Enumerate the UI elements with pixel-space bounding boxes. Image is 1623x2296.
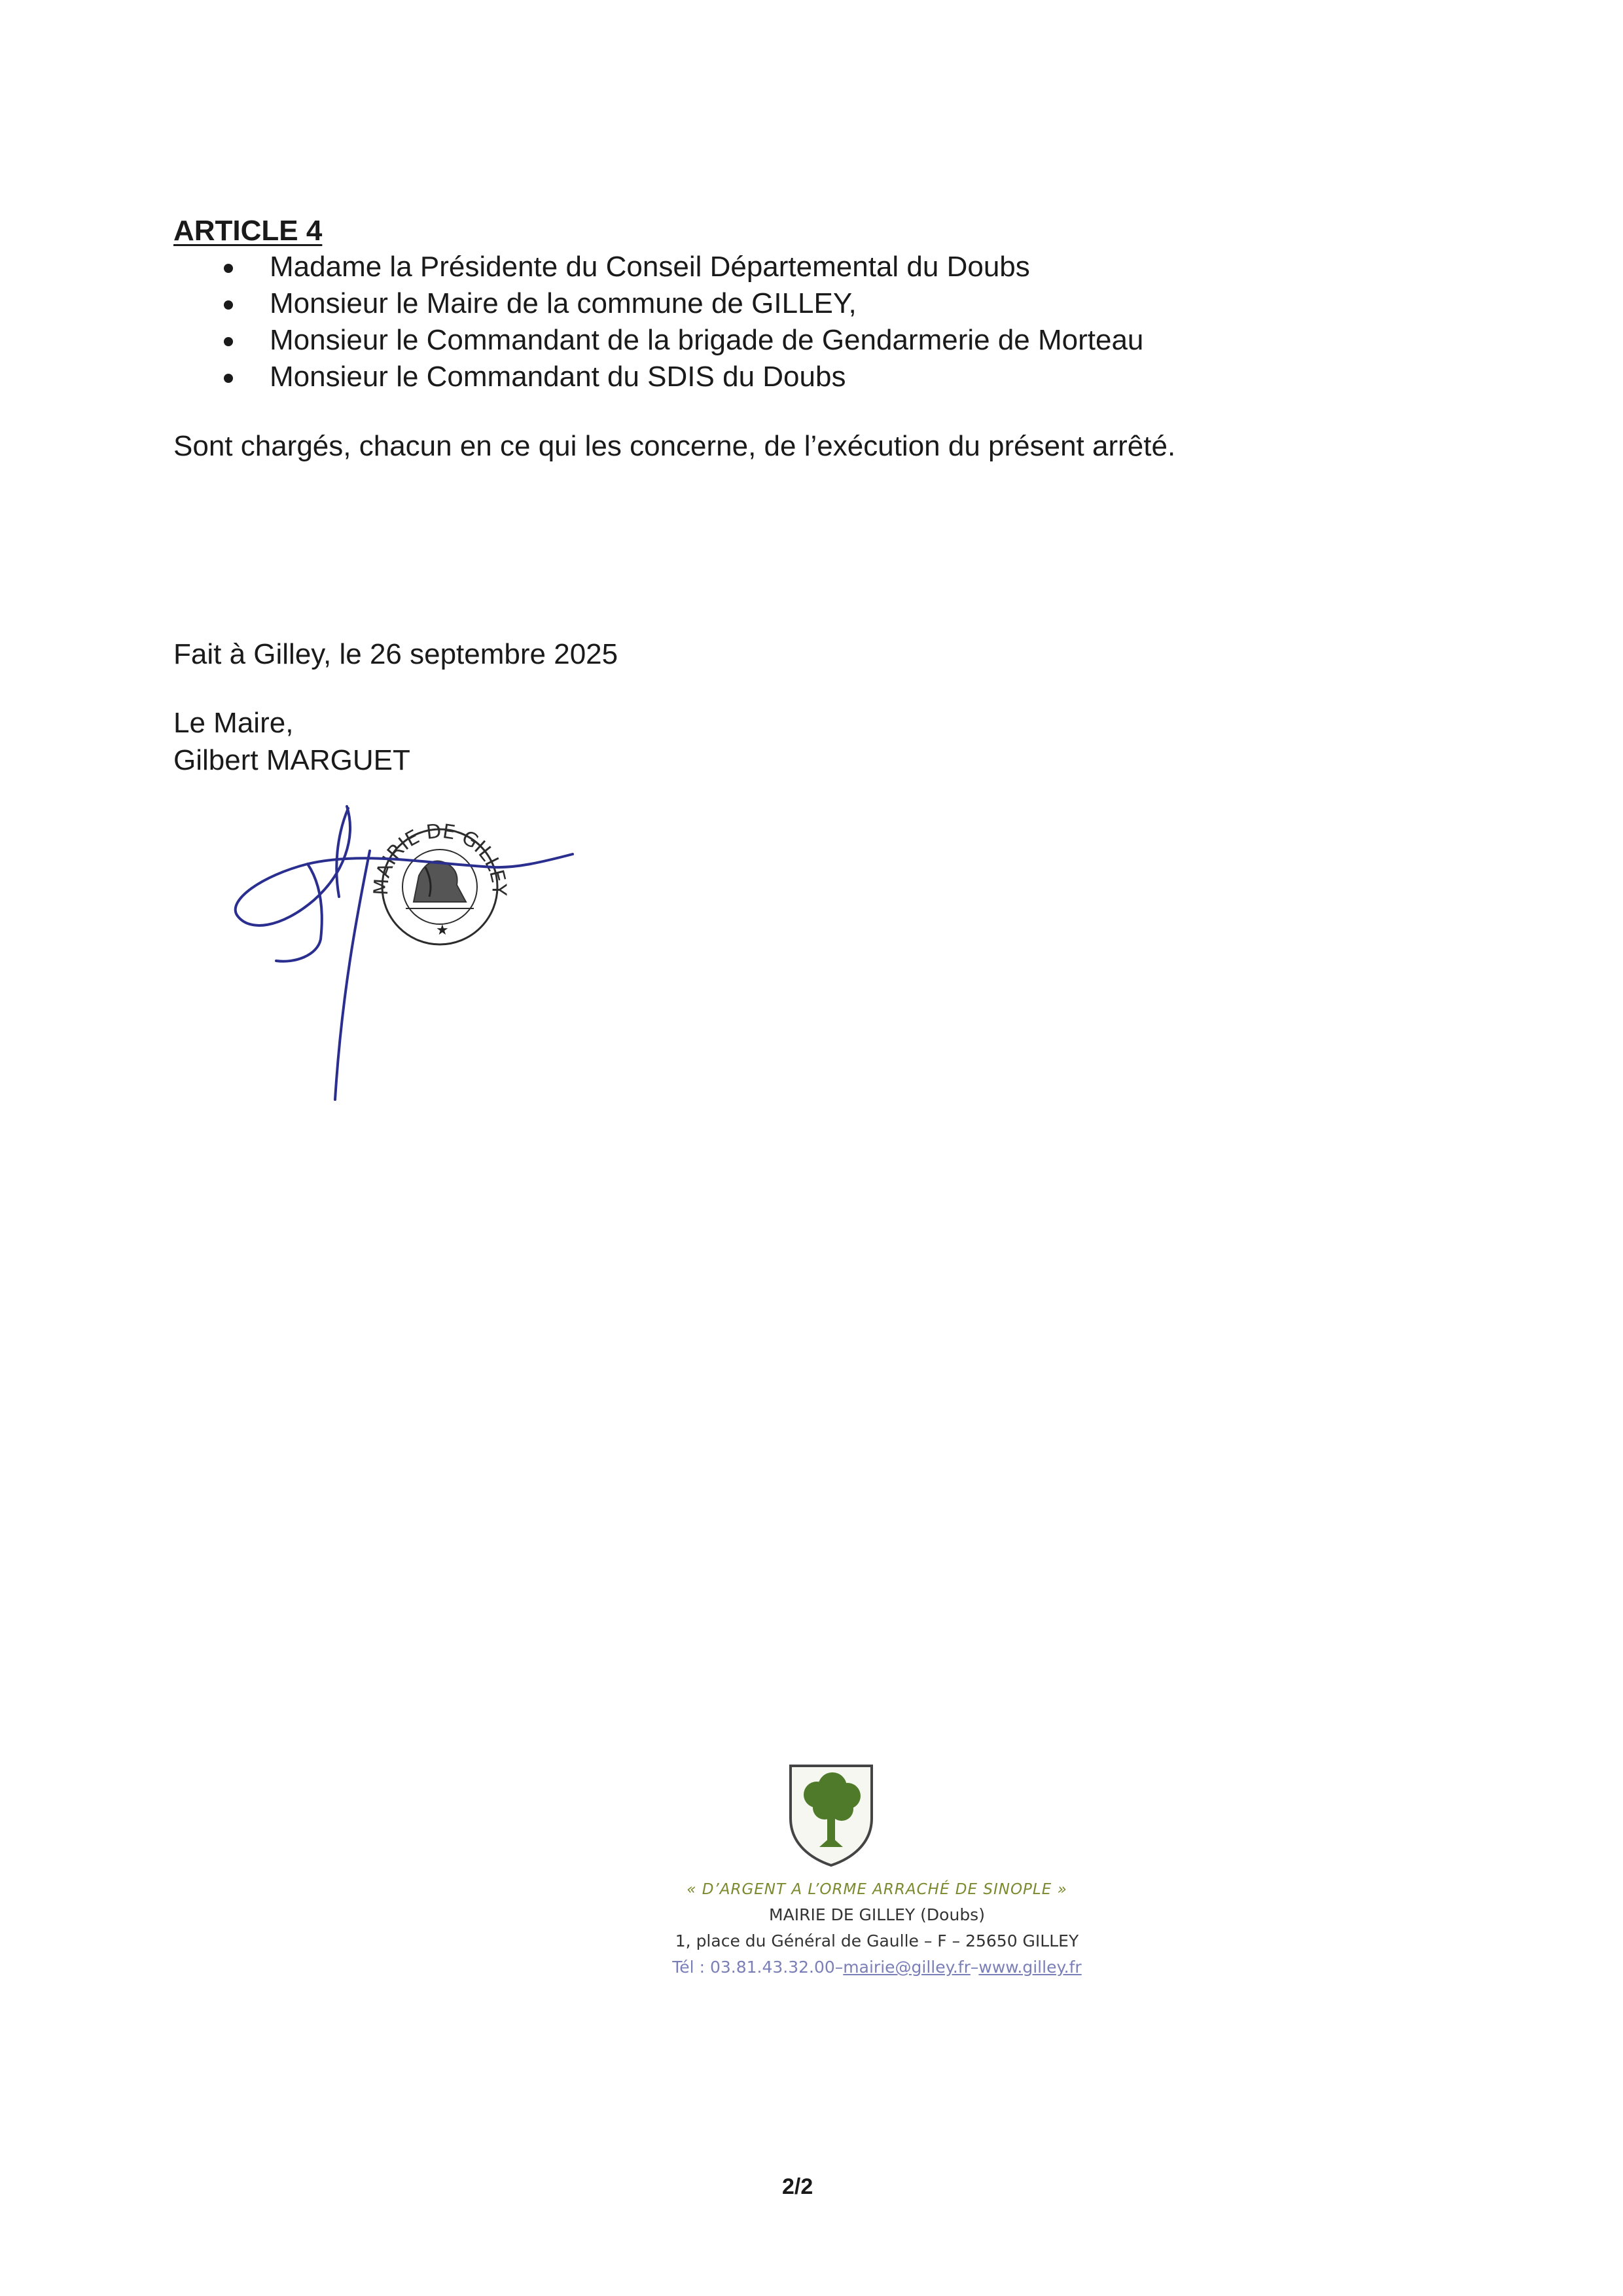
recipient-list <box>173 249 1143 395</box>
bullet-icon <box>224 337 233 346</box>
motto: « D’ARGENT A L’ORME ARRACHÉ DE SINOPLE » <box>687 1881 1067 1898</box>
bullet-icon <box>224 300 233 310</box>
mairie-address: 1, place du Général de Gaulle – F – 25650 GILLEY <box>675 1931 1079 1950</box>
recipient-label: Monsieur le Commandant de la brigade de Gendarmerie de Morteau <box>270 324 1144 356</box>
bullet-icon <box>224 374 233 383</box>
official-stamp <box>370 820 510 944</box>
date-place-line: Fait à Gilley, le 26 septembre 2025 <box>173 638 618 670</box>
signatory-title: Le Maire, <box>173 707 294 739</box>
website-link[interactable]: www.gilley.fr <box>978 1958 1082 1977</box>
list-item <box>173 359 1143 395</box>
contact-line <box>563 1954 1191 1981</box>
closing-statement: Sont chargés, chacun en ce qui les concerne, de l’exécution du présent arrêté. <box>173 430 1176 462</box>
bullet-icon <box>224 264 233 273</box>
stamp-text: MAIRIE DE GILLEY <box>369 819 510 896</box>
recipient-label: Monsieur le Commandant du SDIS du Doubs <box>270 361 846 393</box>
phone-number: Tél : 03.81.43.32.00 <box>672 1958 835 1977</box>
contact-separator: – <box>834 1958 844 1977</box>
signature-and-stamp <box>223 798 589 1106</box>
article-heading: ARTICLE 4 <box>173 215 323 247</box>
municipal-footer <box>563 1877 1191 1981</box>
list-item <box>173 249 1143 285</box>
svg-text:★: ★ <box>436 922 449 939</box>
mairie-name: MAIRIE DE GILLEY (Doubs) <box>769 1905 985 1924</box>
list-item <box>173 322 1143 359</box>
page-number: 2/2 <box>782 2174 813 2199</box>
signatory-name: Gilbert MARGUET <box>173 744 410 776</box>
recipient-label: Monsieur le Maire de la commune de GILLEY, <box>270 287 857 319</box>
email-link[interactable]: mairie@gilley.fr <box>843 1958 971 1977</box>
recipient-label: Madame la Présidente du Conseil Départemental du Doubs <box>270 251 1030 283</box>
tree-shield-crest <box>785 1761 877 1869</box>
contact-separator: – <box>970 1958 979 1977</box>
list-item <box>173 285 1143 322</box>
